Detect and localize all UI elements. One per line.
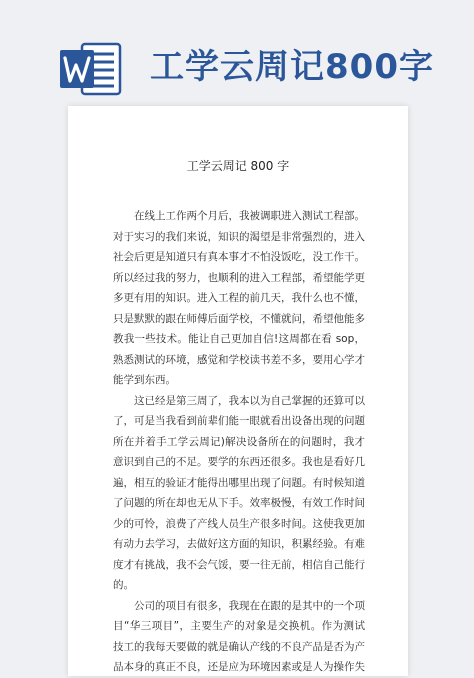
document-body xyxy=(113,206,365,678)
document-page xyxy=(68,106,408,676)
paragraph-2: 这已经是第三周了，我本以为自己掌握的还算可以了，可是当我看到前辈们能一眼就看出设备出现的问题所在并着手工学云周记)解决设备所在的问题时，我才意识到自己的不足。要学的东西还很多。我也是看好几遍，相互的验证才能得出哪里出现了问题。有时候知道了问题的所在却也无从下手。效率极慢，有效工作时间少的可怜，浪费了产线人员生产很多时间。这使我更加有动力去学习，去做好这方面的知识，积累经验。有难度才有挑战，我不会气馁，要一往无前，相信自己能行的。 xyxy=(113,394,365,591)
word-document-icon xyxy=(60,38,122,100)
header-banner xyxy=(0,0,474,108)
paragraph-1: 在线上工作两个月后，我被调职进入测试工程部。对于实习的我们来说，知识的渴望是非常强烈的，进入社会后更是知道只有真本事才不怕没饭吃，没工作干。所以经过我的努力，也顺利的进入工程部，希望能学更多更有用的知识。进入工程的前几天，我什么也不懂，只是默默的跟在师傅后面学校，不懂就问，希望他能多教我一些技术。能让自己更加自信!这周都在看 sop，熟悉测试的环境，感觉和学校读书差不多，要用心学才能学到东西。 xyxy=(113,210,365,386)
banner-title: 工学云周记800字 xyxy=(150,47,434,87)
paragraph-3: 公司的项目有很多，我现在在跟的是其中的一个项目“华三项目”，主要生产的对象是交换机。作为测试技工的我每天要做的就是确认产线的不良产品是否为产品本身的真正不良，还是应为环境因素或是人为操作失 xyxy=(113,599,365,673)
document-title: 工学云周记 800 字 xyxy=(186,159,290,173)
